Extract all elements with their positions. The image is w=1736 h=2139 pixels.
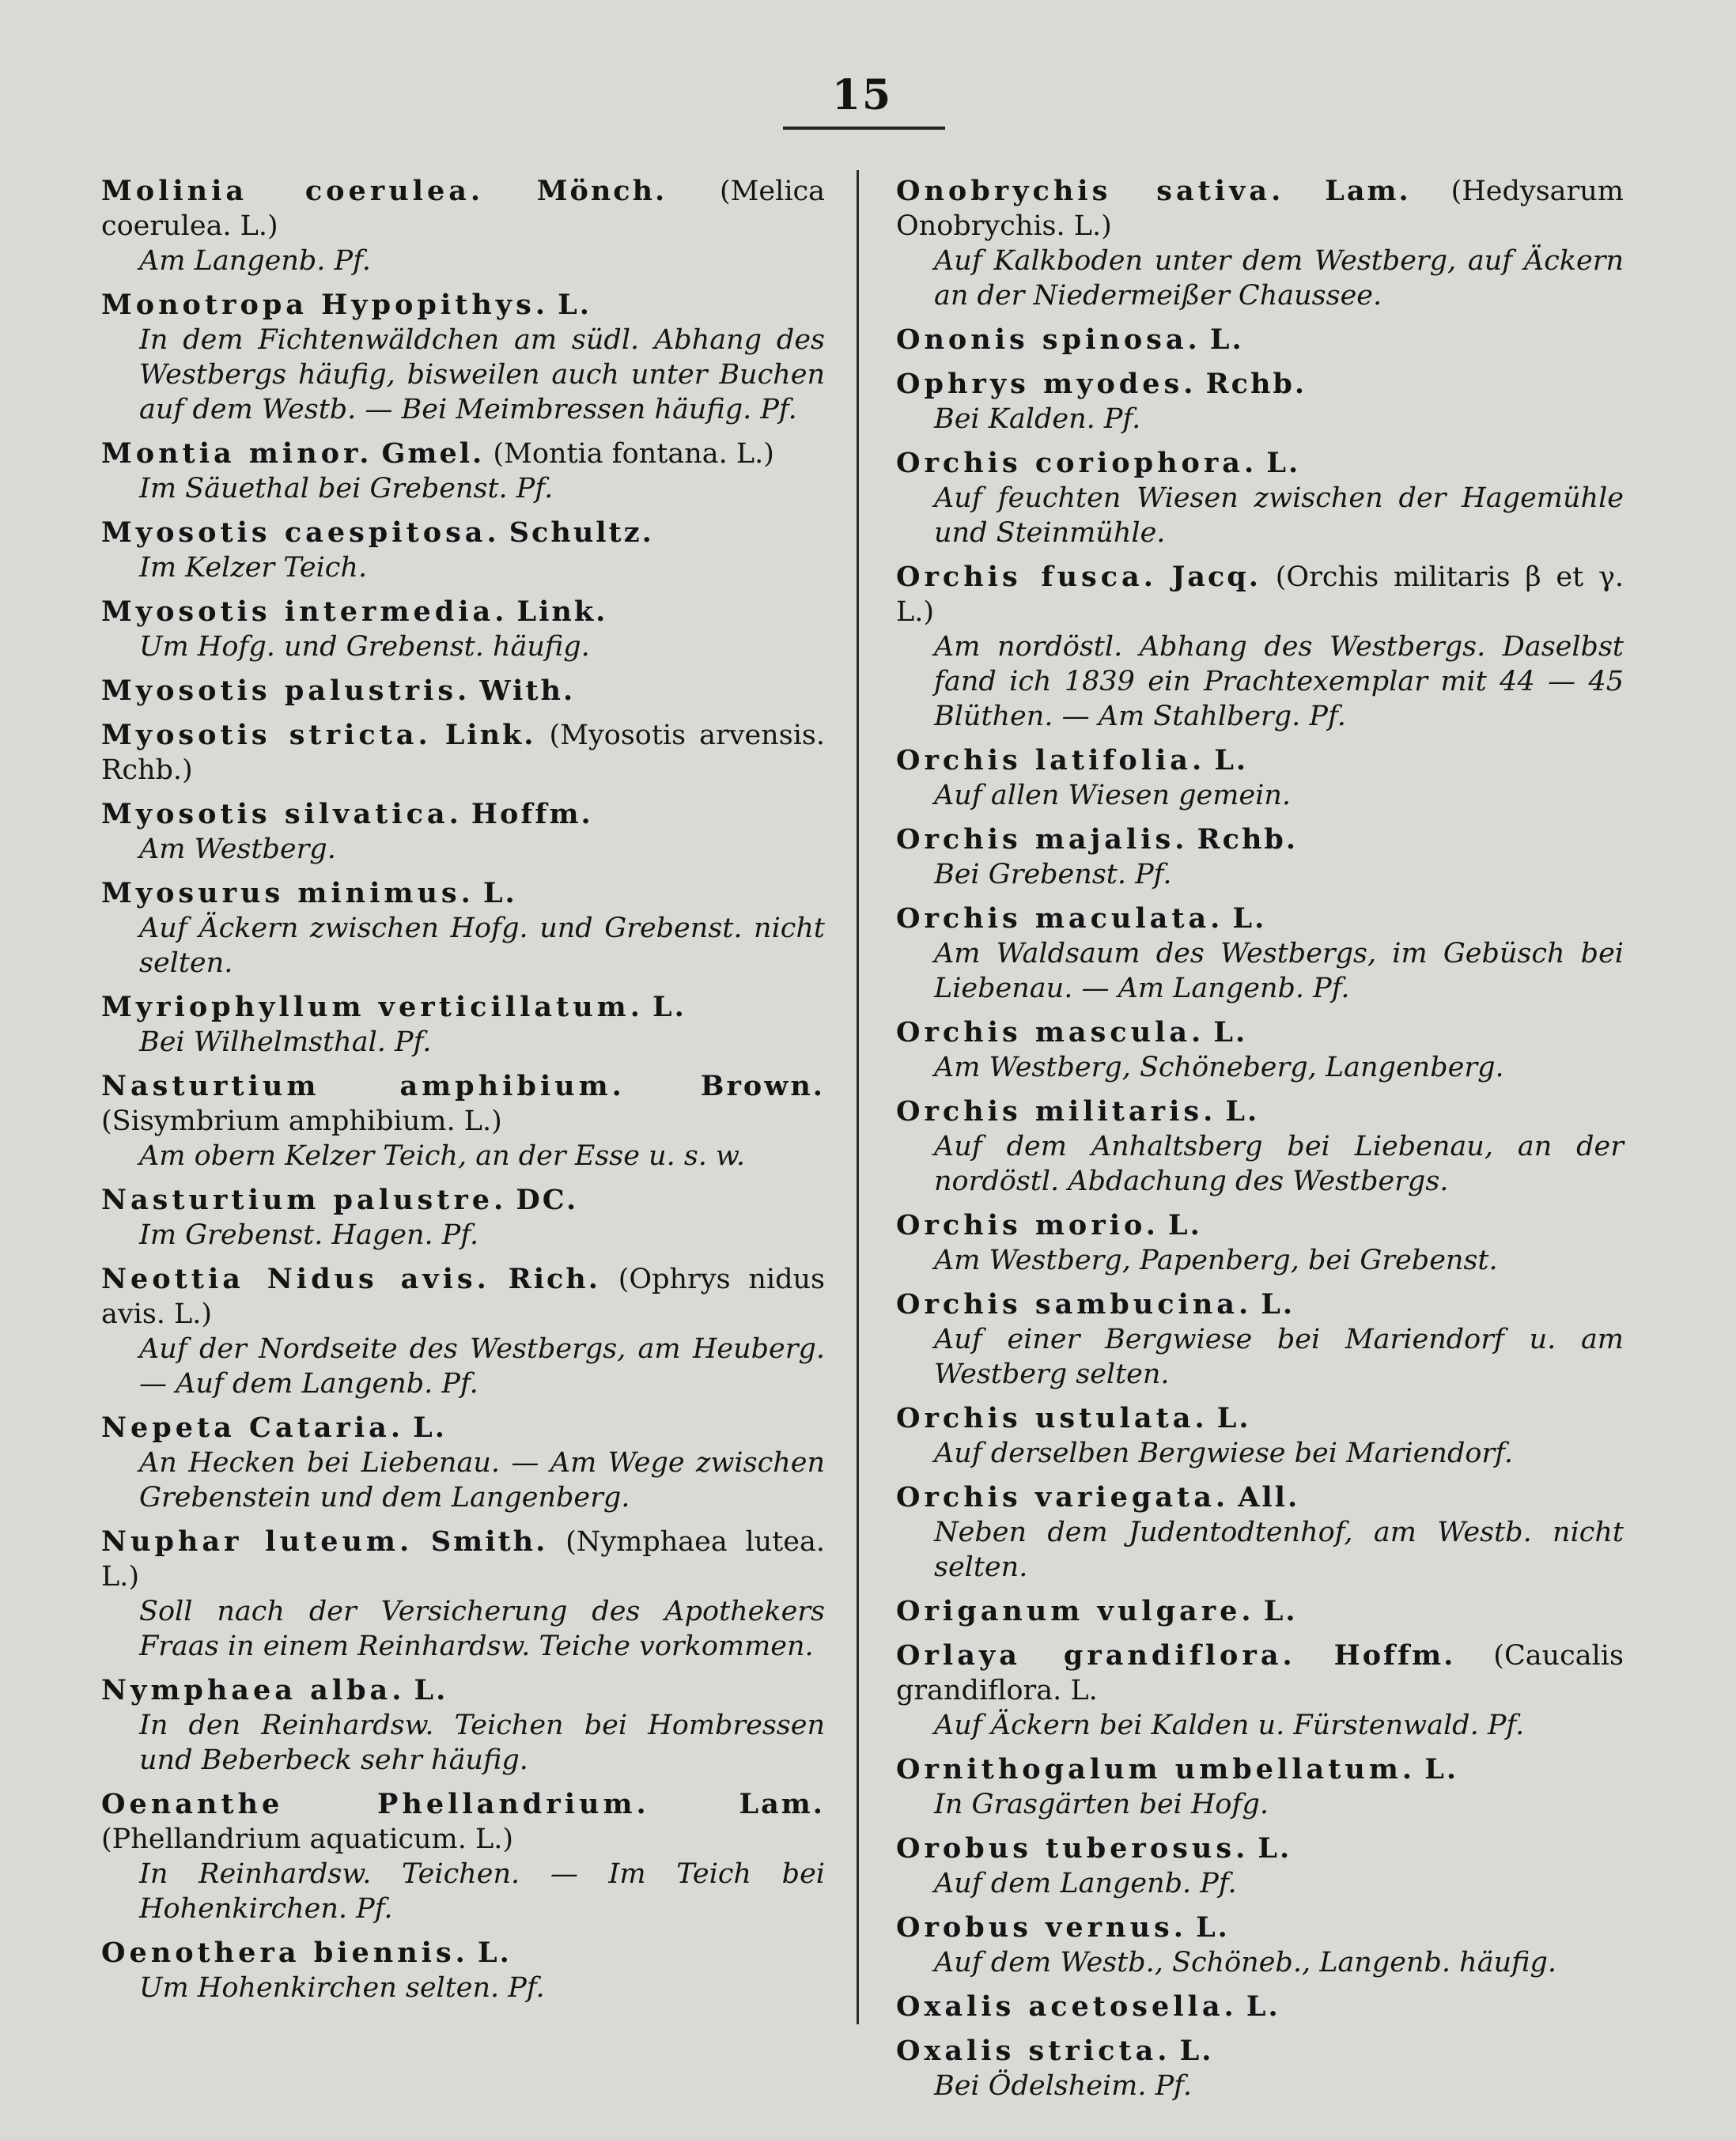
species-author: L. [1246,1990,1280,2023]
species-author: L. [652,991,686,1023]
species-name: Oenothera biennis. [101,1937,469,1969]
species-locality: Im Säuethal bei Grebenst. Pf. [139,473,554,505]
species-heading [896,1752,1624,1787]
species-name: Ononis spinosa. [896,323,1201,356]
species-locality: Am Langenb. Pf. [139,245,371,277]
species-author: L. [1216,1402,1251,1434]
species-heading [101,516,825,550]
species-locality: Auf Äckern zwischen Hofg. und Grebenst. nicht selten. [139,913,825,979]
species-synonym: (Myosotis arvensis. Rchb.) [101,720,825,786]
species-name: Nuphar luteum. [101,1525,414,1558]
species-author: Hoffm. [471,798,593,830]
species-heading [101,1411,825,1446]
species-heading [101,876,825,911]
species-locality: Bei Grebenst. Pf. [934,859,1172,890]
species-entry [101,436,825,506]
species-name: Orchis maculata. [896,902,1224,935]
species-entry [101,1787,825,1926]
species-heading [101,718,825,788]
species-heading [101,674,825,709]
species-locality: Auf dem Langenb. Pf. [934,1868,1237,1899]
species-synonym: (Hedysarum Onobrychis. L.) [896,176,1624,242]
species-author: Link. [516,595,608,628]
species-heading [896,1480,1624,1515]
species-name: Myosotis palustris. [101,675,471,707]
species-heading [896,1910,1624,1945]
species-name: Myosotis stricta. [101,719,432,751]
species-entry [101,595,825,664]
species-locality: Auf der Nordseite des Westbergs, am Heuberg. — Auf dem Langenb. Pf. [139,1333,825,1400]
species-heading [896,1831,1624,1866]
right-column [896,174,1624,2113]
species-heading [896,1094,1624,1129]
species-name: Nasturtium amphibium. [101,1070,626,1102]
species-name: Myosotis silvatica. [101,798,463,830]
species-author: Rchb. [1197,823,1299,856]
species-locality: Soll nach der Versicherung des Apothekers Fraas in einem Reinhardsw. Teiche vorkommen. [139,1596,825,1662]
species-entry [896,822,1624,892]
species-entry [896,367,1624,436]
page-number: 15 [831,71,893,119]
species-name: Oenanthe Phellandrium. [101,1788,650,1820]
species-author: L. [478,1937,512,1969]
species-locality: Bei Kalden. Pf. [934,403,1141,435]
species-locality: Am obern Kelzer Teich, an der Esse u. s. w. [139,1140,745,1172]
species-name: Orchis morio. [896,1209,1159,1241]
species-author: L. [1263,1595,1298,1627]
species-name: Nepeta Cataria. [101,1412,405,1444]
species-heading [101,1183,825,1218]
species-name: Neottia Nidus avis. [101,1263,490,1295]
species-author: Rich. [508,1263,600,1295]
species-author: L. [1196,1911,1230,1944]
species-name: Orchis variegata. [896,1481,1230,1514]
species-entry [101,1183,825,1253]
species-name: Orchis mascula. [896,1016,1205,1049]
species-author: Mönch. [536,175,668,207]
species-locality: Am nordöstl. Abhang des Westbergs. Daselbst fand ich 1839 ein Prachtexemplar mit 44 — 45 Blüthen. — Am Stahlberg. Pf. [934,631,1624,732]
species-heading [101,1525,825,1594]
species-entry [896,1594,1624,1629]
species-locality: Auf Äckern bei Kalden u. Fürstenwald. Pf. [934,1710,1525,1741]
species-entry [896,1990,1624,2024]
species-entry [896,1015,1624,1085]
species-entry [896,446,1624,550]
species-name: Molinia coerulea. [101,175,485,207]
species-heading [896,446,1624,481]
species-entry [101,288,825,427]
species-locality: Im Grebenst. Hagen. Pf. [139,1219,479,1251]
species-heading [896,174,1624,244]
species-entry [896,901,1624,1006]
species-entry [896,1208,1624,1278]
species-entry [896,1638,1624,1743]
species-name: Orchis militaris. [896,1095,1217,1128]
species-heading [896,2034,1624,2069]
species-entry [896,174,1624,313]
species-author: L. [1225,1095,1260,1128]
species-entry [896,1287,1624,1392]
species-entry [101,797,825,867]
species-name: Orchis majalis. [896,823,1189,856]
species-heading [896,1594,1624,1629]
species-entry [896,323,1624,357]
species-name: Orchis latifolia. [896,744,1206,777]
species-locality: Am Waldsaum des Westbergs, im Gebüsch bei Liebenau. — Am Langenb. Pf. [934,938,1624,1004]
species-entry [101,1525,825,1664]
species-name: Oxalis acetosella. [896,1990,1238,2023]
species-entry [101,674,825,709]
species-entry [896,743,1624,813]
species-heading [101,1787,825,1857]
species-entry [101,990,825,1060]
species-name: Myriophyllum verticillatum. [101,991,644,1023]
species-name: Ornithogalum umbellatum. [896,1753,1416,1786]
species-author: L. [1424,1753,1459,1786]
species-entry [896,1752,1624,1822]
species-name: Myosotis intermedia. [101,595,509,628]
species-name: Nasturtium palustre. [101,1184,508,1216]
species-author: DC. [516,1184,579,1216]
species-author: L. [558,289,592,321]
species-author: L. [1232,902,1267,935]
species-author: L. [1214,744,1249,777]
species-entry [101,1069,825,1173]
species-name: Orchis fusca. [896,561,1157,593]
species-author: Jacq. [1171,561,1261,593]
species-locality: In dem Fichtenwäldchen am südl. Abhang des Westbergs häufig, bisweilen auch unter Buchen auf dem Westb. — Bei Meimbressen häufig. Pf. [139,324,825,425]
species-name: Origanum vulgare. [896,1595,1255,1627]
species-author: L. [414,1674,448,1706]
species-locality: Auf feuchten Wiesen zwischen der Hagemühle und Steinmühle. [934,482,1624,549]
species-heading [896,1401,1624,1436]
species-author: L. [1209,323,1244,356]
species-name: Monotropa Hypopithys. [101,289,549,321]
species-author: L. [1213,1016,1248,1049]
species-locality: Auf einer Bergwiese bei Mariendorf u. am Westberg selten. [934,1324,1624,1390]
species-locality: Neben dem Judentodtenhof, am Westb. nicht selten. [934,1517,1624,1583]
species-name: Orchis coriophora. [896,447,1258,479]
species-author: L. [1258,1832,1292,1865]
species-synonym: (Orchis militaris β et γ. L.) [896,561,1624,628]
species-locality: Am Westberg, Schöneberg, Langenberg. [934,1052,1504,1083]
left-column [101,174,825,2015]
species-locality: In Grasgärten bei Hofg. [934,1789,1269,1820]
species-heading [101,436,825,471]
species-locality: Am Westberg, Papenberg, bei Grebenst. [934,1245,1498,1276]
species-locality: Auf derselben Bergwiese bei Mariendorf. [934,1438,1513,1469]
species-name: Oxalis stricta. [896,2035,1171,2067]
species-author: L. [1179,2035,1214,2067]
species-name: Ophrys myodes. [896,368,1197,400]
species-author: L. [1266,447,1301,479]
species-heading [101,1673,825,1708]
species-synonym: (Ophrys nidus avis. L.) [101,1264,825,1330]
species-name: Orobus tuberosus. [896,1832,1250,1865]
species-locality: Auf allen Wiesen gemein. [934,780,1292,811]
species-heading [101,595,825,629]
species-name: Orlaya grandiflora. [896,1639,1296,1672]
species-name: Orobus vernus. [896,1911,1187,1944]
species-name: Myosotis caespitosa. [101,516,501,549]
species-locality: Um Hohenkirchen selten. Pf. [139,1972,545,2004]
species-entry [101,1411,825,1515]
species-author: Gmel. [381,437,485,470]
species-locality: Am Westberg. [139,833,336,865]
species-author: Lam. [739,1788,825,1820]
species-heading [896,1638,1624,1708]
species-locality: Im Kelzer Teich. [139,552,368,584]
species-entry [896,1910,1624,1980]
species-author: Smith. [430,1525,548,1558]
species-synonym: (Montia fontana. L.) [493,438,774,470]
species-author: Schultz. [509,516,654,549]
species-author: L. [482,877,517,909]
species-entry [896,2034,1624,2103]
species-author: With. [479,675,576,707]
species-locality: An Hecken bei Liebenau. — Am Wege zwischen Grebenstein und dem Langenberg. [139,1447,825,1514]
species-author: L. [1261,1288,1295,1321]
species-author: Brown. [700,1070,825,1102]
species-heading [896,743,1624,778]
species-author: Link. [444,719,536,751]
species-entry [896,1480,1624,1585]
species-heading [101,1262,825,1332]
species-heading [896,560,1624,629]
species-entry [896,560,1624,734]
species-locality: Auf Kalkboden unter dem Westberg, auf Äckern an der Niedermeißer Chaussee. [934,245,1624,312]
species-name: Orchis sambucina. [896,1288,1253,1321]
species-heading [896,1015,1624,1050]
species-author: Rchb. [1205,368,1307,400]
species-name: Myosurus minimus. [101,877,475,909]
species-name: Onobrychis sativa. [896,175,1285,207]
species-locality: Auf dem Anhaltsberg bei Liebenau, an der nordöstl. Abdachung des Westbergs. [934,1131,1624,1197]
species-heading [896,1287,1624,1322]
species-entry [896,1401,1624,1471]
species-entry [101,876,825,981]
species-author: L. [413,1412,447,1444]
species-synonym: (Nymphaea lutea. L.) [101,1526,825,1593]
species-entry [101,1262,825,1401]
species-author: L. [1168,1209,1202,1241]
species-author: Hoffm. [1333,1639,1456,1672]
species-synonym: (Phellandrium aquaticum. L.) [101,1823,513,1855]
species-entry [101,1673,825,1778]
species-synonym: (Caucalis grandiflora. L. [896,1640,1624,1706]
species-synonym: (Sisymbrium amphibium. L.) [101,1105,502,1137]
species-locality: In den Reinhardsw. Teichen bei Hombressen und Beberbeck sehr häufig. [139,1710,825,1776]
species-entry [101,718,825,788]
species-name: Orchis ustulata. [896,1402,1208,1434]
species-heading [896,1208,1624,1243]
species-entry [101,1936,825,2005]
page-number-rule [783,127,945,130]
species-author: Lam. [1325,175,1411,207]
species-heading [101,1936,825,1971]
species-entry [101,174,825,278]
species-name: Nymphaea alba. [101,1674,406,1706]
species-synonym: (Melica coerulea. L.) [101,176,825,242]
species-heading [896,323,1624,357]
species-heading [896,901,1624,936]
species-heading [101,288,825,323]
species-heading [101,174,825,244]
species-heading [896,822,1624,857]
species-heading [896,367,1624,402]
species-author: All. [1238,1481,1300,1514]
species-heading [896,1990,1624,2024]
species-locality: Bei Wilhelmsthal. Pf. [139,1026,432,1058]
species-name: Montia minor. [101,437,373,470]
species-heading [101,797,825,832]
column-divider [857,170,859,2024]
species-locality: Um Hofg. und Grebenst. häufig. [139,631,590,663]
species-entry [896,1094,1624,1199]
species-locality: Auf dem Westb., Schöneb., Langenb. häufig. [934,1947,1556,1978]
species-entry [101,516,825,585]
species-entry [896,1831,1624,1901]
species-heading [101,990,825,1025]
species-locality: Bei Ödelsheim. Pf. [934,2070,1192,2102]
species-heading [101,1069,825,1139]
species-locality: In Reinhardsw. Teichen. — Im Teich bei Hohenkirchen. Pf. [139,1858,825,1925]
